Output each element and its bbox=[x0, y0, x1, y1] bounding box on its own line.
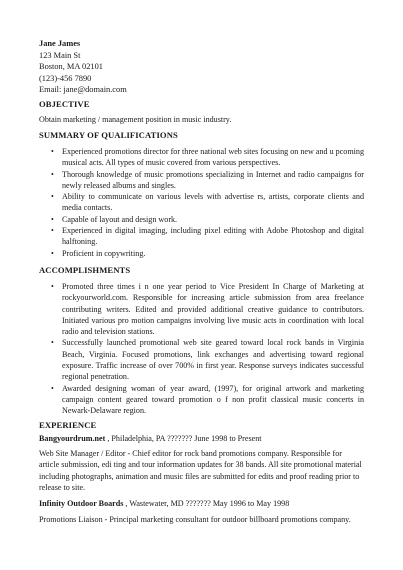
job-description: Web Site Manager / Editor - Chief editor for rock band promotions company. Responsible for article submission, edi ting and tour information updates for 38 bands. All site promotional material including photographs, animation and music files are submitted for edits and proof reading prior to release to site. bbox=[39, 449, 362, 492]
experience-heading: EXPERIENCE bbox=[39, 420, 97, 430]
bullet-icon: • bbox=[51, 226, 54, 236]
objective-text: Obtain marketing / management position in music industry. bbox=[39, 115, 232, 124]
company-name: Bangyourdrum.net bbox=[39, 434, 106, 443]
list-item: • Awarded designing woman of year award, (1997), for original artwork and marketing campaign content geared toward promotion o f non profit classical music concerts in Newark-Delaware region. bbox=[51, 383, 364, 416]
list-item: • Proficient in copywriting. bbox=[51, 248, 146, 258]
bullet-icon: • bbox=[51, 214, 54, 224]
qualifications-list bbox=[39, 146, 364, 259]
bullet-icon: • bbox=[51, 192, 54, 202]
city-state-zip: Boston, MA 02101 bbox=[39, 62, 103, 72]
contact-block bbox=[39, 38, 127, 96]
bullet-icon: • bbox=[51, 248, 54, 258]
accomplishments-heading: ACCOMPLISHMENTS bbox=[39, 265, 131, 275]
list-item: • Experienced in digital imaging, including pixel editing with Adobe Photoshop and digital halftoning. bbox=[51, 226, 364, 247]
bullet-icon: • bbox=[51, 383, 54, 393]
list-item: • Promoted three times i n one year period to Vice President In Charge of Marketing at rockyourworld.com. Responsible for increasing article submission from area freelance contributing writers. Edited and provided additional creative guidance to contributors. Initiated various pro motion campaigns involving live music acts in coordination with local radio and television stations. bbox=[51, 282, 364, 337]
company-name: Infinity Outdoor Boards bbox=[39, 499, 124, 508]
list-item: • Ability to communicate on various levels with advertise rs, artists, corporate clients and media contacts. bbox=[51, 192, 364, 213]
bullet-icon: • bbox=[51, 169, 54, 179]
list-item: • Experienced promotions director for three national web sites focusing on new and u pcoming musical acts. All types of music covered from various perspectives. bbox=[51, 147, 364, 168]
accomplishments-list bbox=[39, 281, 364, 417]
job-header bbox=[39, 498, 289, 509]
bullet-icon: • bbox=[51, 147, 54, 156]
email-address: Email: jane@domain.com bbox=[39, 85, 127, 95]
job-header bbox=[39, 433, 262, 444]
list-item: • Successfully launched promotional web site geared toward local rock bands in Virginia Beach, Virginia. Focused promotions, link exchanges and advertising toward regional exposure. Traffic increase of over 700% in first year. Response surveys indicates successful regional penetration. bbox=[51, 338, 364, 382]
bullet-icon: • bbox=[51, 282, 54, 291]
job-details: , Philadelphia, PA ??????? June 1998 to Present bbox=[105, 434, 262, 443]
street-address: 123 Main St bbox=[39, 50, 81, 60]
applicant-name: Jane James bbox=[39, 39, 81, 48]
qualifications-heading: SUMMARY OF QUALIFICATIONS bbox=[39, 130, 178, 140]
bullet-icon: • bbox=[51, 338, 54, 348]
job-details: , Wastewater, MD ??????? May 1996 to May 1998 bbox=[123, 499, 290, 508]
phone-number: (123)-456 7890 bbox=[39, 73, 92, 83]
job-description: Promotions Liaison - Principal marketing consultant for outdoor billboard promotions company. bbox=[39, 515, 351, 524]
list-item: • Thorough knowledge of music promotions specializing in Internet and radio campaigns for newly released albums and singles. bbox=[51, 169, 364, 190]
objective-heading: OBJECTIVE bbox=[39, 99, 90, 109]
list-item: • Capable of layout and design work. bbox=[51, 214, 178, 224]
